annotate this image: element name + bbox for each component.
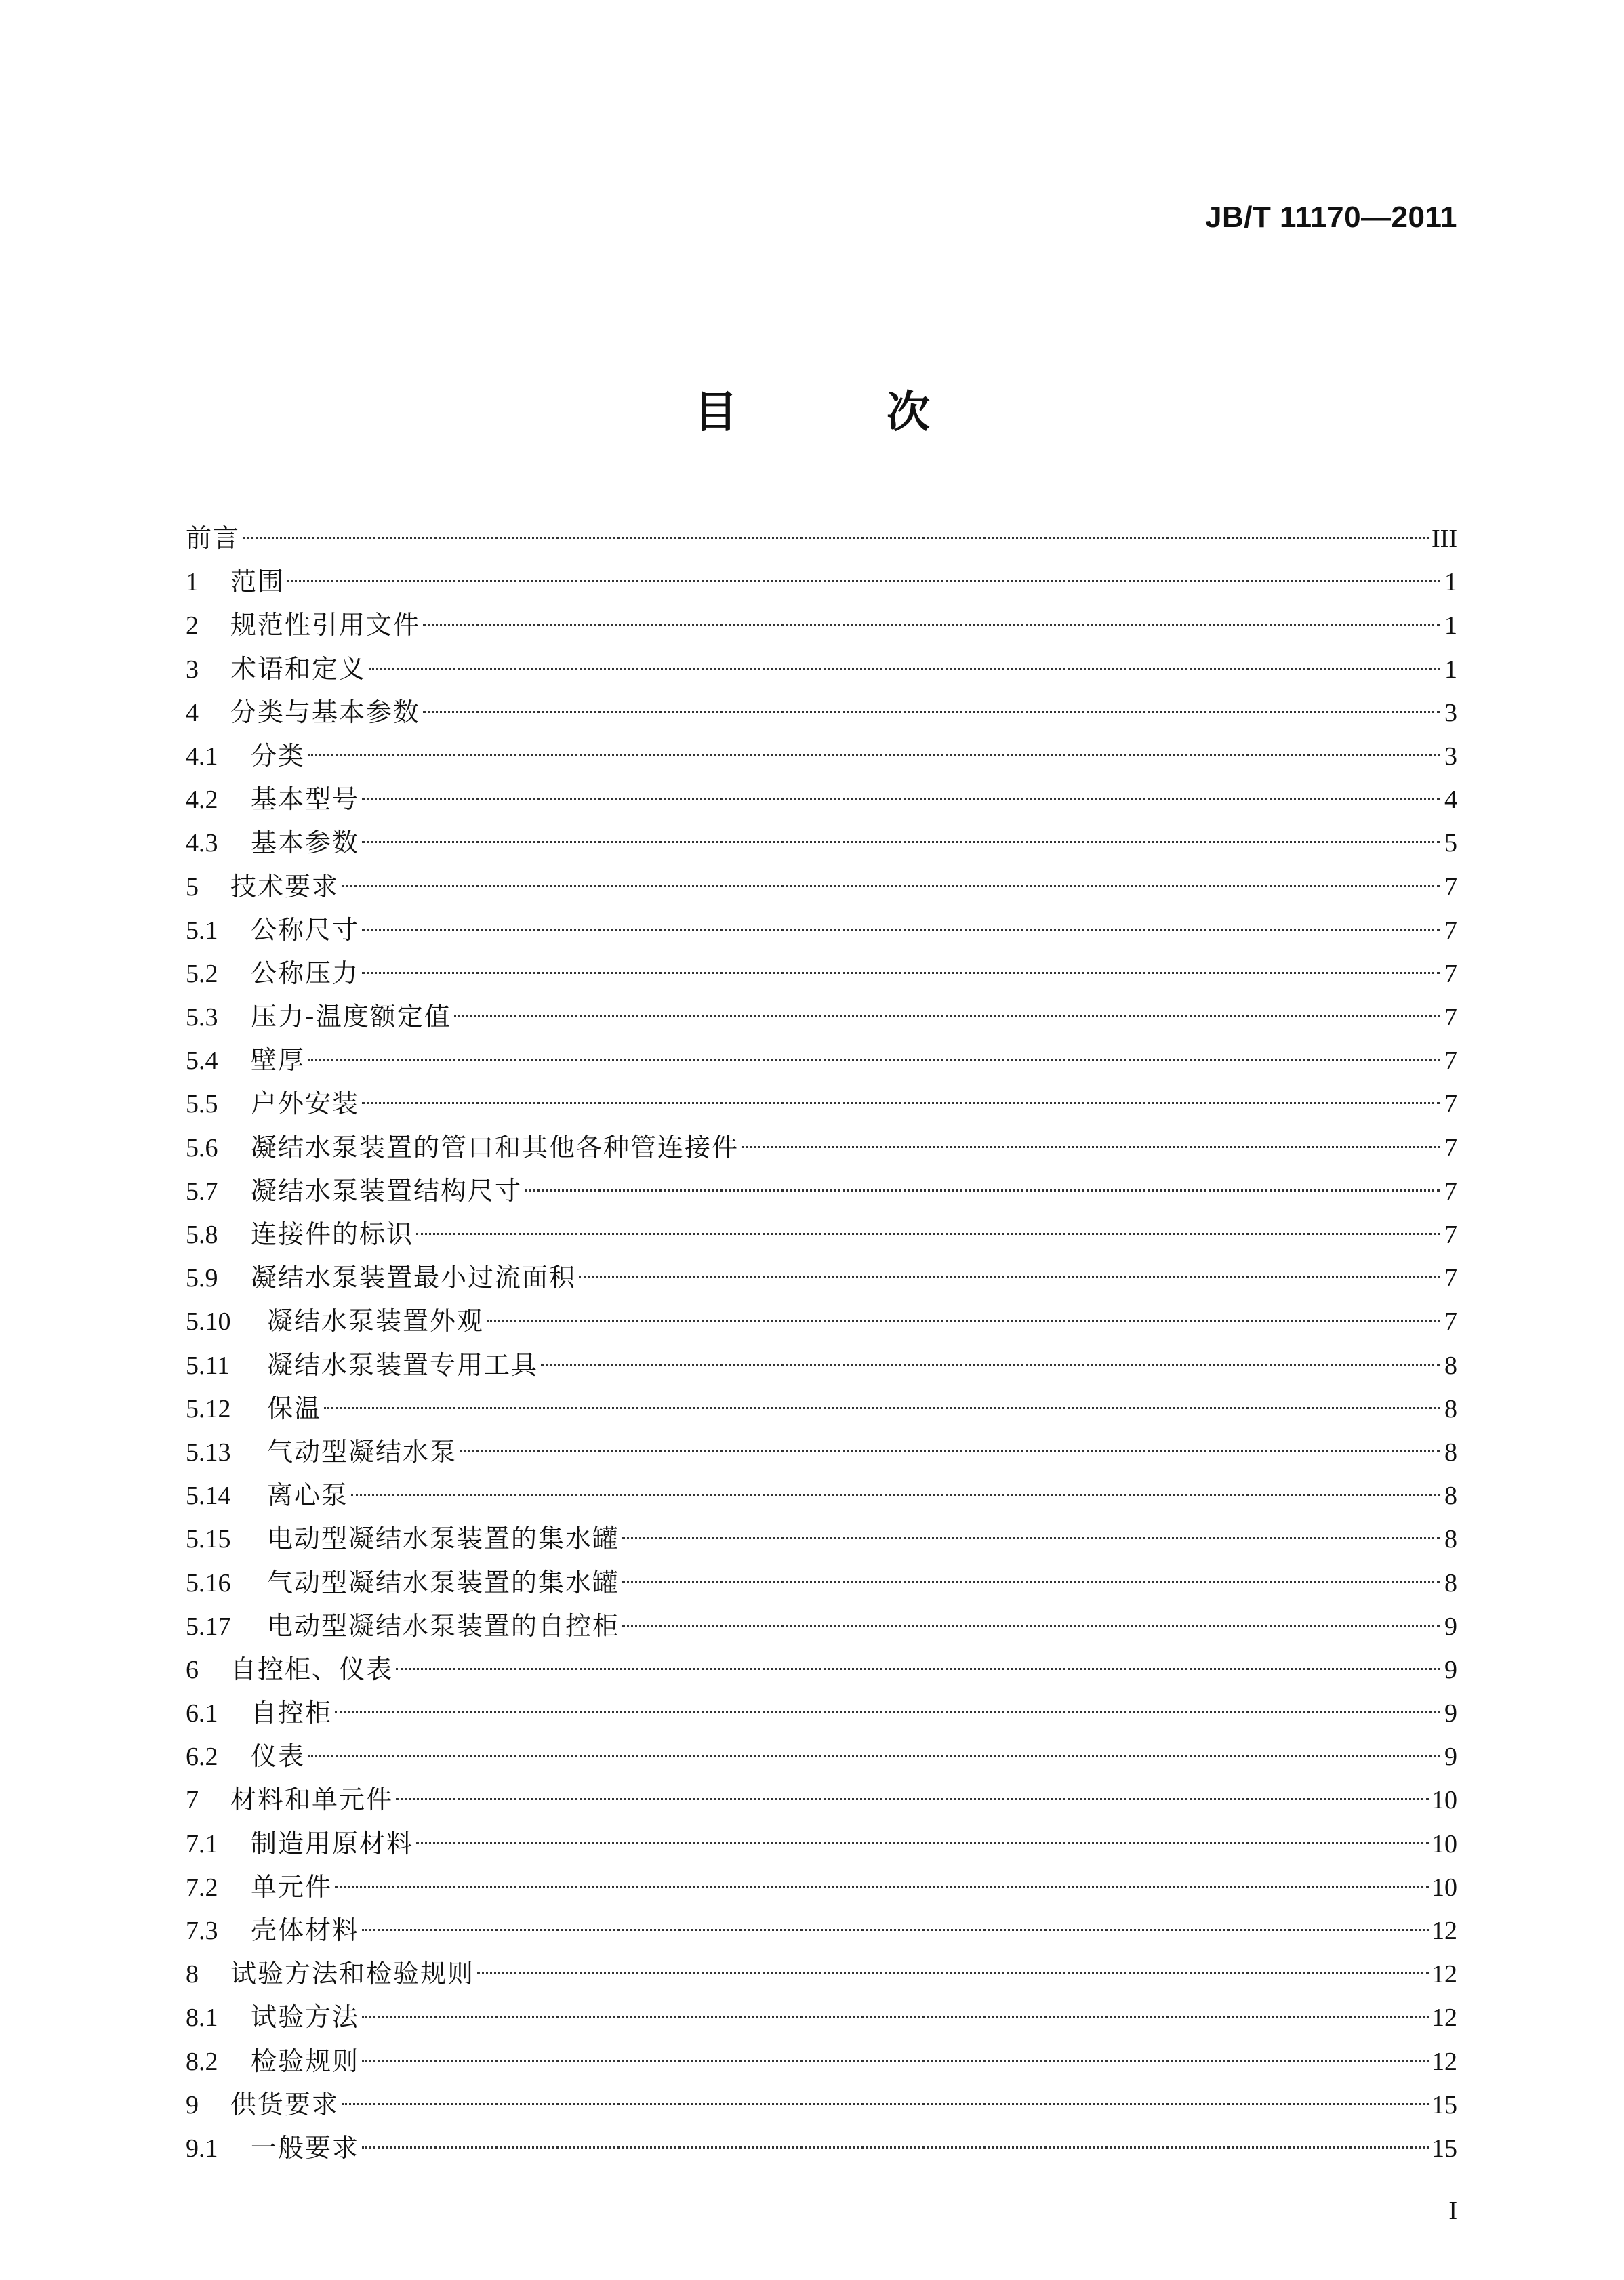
toc-dot-leader <box>324 1407 1440 1409</box>
toc-entry-page: III <box>1432 525 1457 553</box>
toc-entry[interactable] <box>186 1865 1457 1909</box>
toc-entry-page: 5 <box>1444 829 1457 858</box>
toc-dot-leader <box>362 798 1440 800</box>
toc-entry[interactable] <box>186 1604 1457 1648</box>
toc-entry-number: 5.8 <box>186 1221 218 1249</box>
toc-dot-leader <box>362 841 1440 843</box>
toc-entry-label: 单元件 <box>251 1871 333 1902</box>
toc-entry-number: 4.3 <box>186 829 218 858</box>
toc-dot-leader <box>525 1189 1440 1192</box>
toc-entry[interactable] <box>186 734 1457 777</box>
toc-entry-number: 4 <box>186 698 199 727</box>
page-number: I <box>1448 2197 1457 2225</box>
toc-dot-leader <box>287 580 1440 582</box>
toc-entry-label: 保温 <box>267 1393 322 1423</box>
toc-entry[interactable] <box>186 1213 1457 1256</box>
toc-dot-leader <box>477 1972 1429 1974</box>
toc-entry-label: 凝结水泵装置专用工具 <box>267 1349 539 1380</box>
toc-entry[interactable] <box>186 2083 1457 2126</box>
toc-entry-page: 9 <box>1444 1699 1457 1728</box>
toc-entry[interactable] <box>186 1430 1457 1473</box>
toc-entry[interactable] <box>186 1648 1457 1691</box>
toc-entry-page: 8 <box>1444 1568 1457 1597</box>
toc-entry-page: 1 <box>1444 655 1457 684</box>
toc-entry[interactable] <box>186 691 1457 734</box>
toc-entry-label: 分类与基本参数 <box>230 697 421 727</box>
toc-entry-page: 8 <box>1444 1482 1457 1511</box>
toc-entry[interactable] <box>186 1038 1457 1082</box>
toc-dot-leader <box>396 1798 1429 1800</box>
toc-entry-number: 7.3 <box>186 1917 218 1945</box>
toc-dot-leader <box>362 972 1440 974</box>
toc-entry-number: 5.6 <box>186 1133 218 1162</box>
toc-dot-leader <box>423 624 1440 626</box>
toc-entry-page: 9 <box>1444 1655 1457 1684</box>
toc-entry-page: 12 <box>1432 2003 1457 2033</box>
toc-entry-page: 12 <box>1432 1917 1457 1945</box>
toc-entry-number: 6 <box>186 1655 199 1684</box>
toc-entry-number: 4.1 <box>186 741 218 771</box>
toc-entry-label: 检验规则 <box>251 2045 360 2076</box>
toc-entry[interactable] <box>186 1561 1457 1604</box>
toc-entry[interactable] <box>186 2126 1457 2170</box>
toc-entry-page: 7 <box>1444 1046 1457 1076</box>
toc-entry[interactable] <box>186 1517 1457 1560</box>
toc-dot-leader <box>362 1102 1440 1104</box>
toc-entry[interactable] <box>186 821 1457 864</box>
toc-entry-page: 7 <box>1444 1090 1457 1119</box>
toc-entry-page: 3 <box>1444 698 1457 727</box>
toc-entry-number: 3 <box>186 655 199 684</box>
toc-entry-label: 气动型凝结水泵装置的集水罐 <box>267 1567 620 1597</box>
toc-dot-leader <box>622 1625 1440 1627</box>
toc-title-char-2: 次 <box>887 388 930 438</box>
toc-entry[interactable] <box>186 647 1457 691</box>
toc-dot-leader <box>308 754 1440 756</box>
toc-entry-number: 5.11 <box>186 1351 230 1380</box>
toc-entry-label: 前言 <box>186 523 241 553</box>
toc-dot-leader <box>362 2016 1429 2018</box>
toc-entry-number: 7.2 <box>186 1873 218 1902</box>
toc-entry-number: 7 <box>186 1786 199 1815</box>
toc-entry-label: 术语和定义 <box>230 653 367 684</box>
toc-entry-label: 仪表 <box>251 1741 306 1772</box>
toc-entry-label: 规范性引用文件 <box>230 610 421 640</box>
toc-entry-label: 公称尺寸 <box>251 914 360 945</box>
toc-entry-label: 电动型凝结水泵装置的集水罐 <box>267 1524 620 1554</box>
toc-entry-number: 5.5 <box>186 1090 218 1119</box>
toc-entry-page: 7 <box>1444 1003 1457 1032</box>
toc-entry-label: 技术要求 <box>230 871 340 901</box>
toc-entry[interactable] <box>186 1822 1457 1865</box>
toc-entry[interactable] <box>186 1691 1457 1734</box>
toc-entry-number: 5.13 <box>186 1438 231 1467</box>
toc-dot-leader <box>308 1755 1440 1757</box>
toc-dot-leader <box>335 1711 1440 1713</box>
toc-dot-leader <box>308 1059 1440 1061</box>
toc-entry-label: 一般要求 <box>251 2132 360 2163</box>
toc-entry-page: 7 <box>1444 1307 1457 1337</box>
toc-entry-page: 1 <box>1444 611 1457 640</box>
toc-entry-page: 7 <box>1444 916 1457 945</box>
toc-dot-leader <box>351 1494 1440 1496</box>
toc-entry-page: 9 <box>1444 1743 1457 1772</box>
toc-entry-label: 材料和单元件 <box>230 1785 394 1815</box>
toc-entry[interactable] <box>186 516 1457 560</box>
toc-entry-number: 2 <box>186 611 199 640</box>
toc-entry-number: 5.2 <box>186 959 218 988</box>
toc-entry[interactable] <box>186 1126 1457 1169</box>
toc-entry[interactable] <box>186 1734 1457 1778</box>
toc-entry-label: 气动型凝结水泵 <box>267 1436 458 1467</box>
toc-entry-page: 15 <box>1432 2134 1457 2163</box>
toc-entry-label: 公称压力 <box>251 958 360 988</box>
toc-entry-label: 制造用原材料 <box>251 1828 414 1858</box>
toc-title-char-1: 目 <box>694 388 737 438</box>
toc-entry[interactable] <box>186 1082 1457 1125</box>
toc-entry-number: 5 <box>186 872 199 901</box>
toc-entry-page: 3 <box>1444 741 1457 771</box>
toc-entry-page: 10 <box>1432 1873 1457 1902</box>
standard-code: JB/T 11170—2011 <box>1204 201 1457 234</box>
toc-entry-number: 8.2 <box>186 2047 218 2076</box>
toc-entry-page: 10 <box>1432 1829 1457 1858</box>
toc-entry-number: 6.1 <box>186 1699 218 1728</box>
toc-entry-page: 4 <box>1444 786 1457 815</box>
toc-entry-label: 凝结水泵装置最小过流面积 <box>251 1263 577 1293</box>
toc-entry-number: 5.10 <box>186 1307 231 1337</box>
toc-entry[interactable] <box>186 1473 1457 1517</box>
toc-dot-leader <box>369 668 1440 670</box>
toc-entry-page: 8 <box>1444 1351 1457 1380</box>
toc-entry-page: 7 <box>1444 1133 1457 1162</box>
toc-dot-leader <box>460 1450 1440 1452</box>
toc-dot-leader <box>362 929 1440 931</box>
toc-entry-number: 5.9 <box>186 1264 218 1293</box>
toc-entry[interactable] <box>186 777 1457 821</box>
toc-dot-leader <box>622 1537 1440 1539</box>
toc-entry-page: 7 <box>1444 1221 1457 1249</box>
toc-entry-label: 分类 <box>251 740 306 771</box>
toc-entry-label: 壁厚 <box>251 1045 306 1076</box>
toc-entry-page: 9 <box>1444 1612 1457 1641</box>
toc-entry[interactable] <box>186 1169 1457 1213</box>
toc-entry[interactable] <box>186 1387 1457 1430</box>
toc-entry-label: 凝结水泵装置的管口和其他各种管连接件 <box>251 1132 739 1162</box>
toc-entry-label: 基本参数 <box>251 828 360 858</box>
toc-dot-leader <box>416 1842 1429 1844</box>
toc-entry-number: 7.1 <box>186 1829 218 1858</box>
toc-entry-page: 12 <box>1432 2047 1457 2076</box>
toc-entry-page: 7 <box>1444 1177 1457 1206</box>
toc-entry-page: 8 <box>1444 1525 1457 1554</box>
toc-dot-leader <box>423 711 1440 713</box>
toc-entry-number: 5.15 <box>186 1525 231 1554</box>
toc-dot-leader <box>342 885 1440 887</box>
toc-entry-label: 凝结水泵装置结构尺寸 <box>251 1175 523 1206</box>
toc-dot-leader <box>742 1146 1440 1148</box>
toc-entry-number: 4.2 <box>186 786 218 815</box>
toc-entry[interactable] <box>186 908 1457 952</box>
toc-dot-leader <box>416 1233 1440 1235</box>
toc-entry-label: 连接件的标识 <box>251 1219 414 1249</box>
toc-entry-label: 凝结水泵装置外观 <box>267 1306 485 1337</box>
toc-entry-page: 1 <box>1444 568 1457 597</box>
toc-entry[interactable] <box>186 1343 1457 1387</box>
toc-entry-page: 7 <box>1444 959 1457 988</box>
toc-dot-leader <box>622 1581 1440 1583</box>
toc-entry[interactable] <box>186 2039 1457 2083</box>
toc-entry-label: 试验方法和检验规则 <box>230 1959 475 1989</box>
toc-entry-label: 离心泵 <box>267 1480 349 1511</box>
toc-entry[interactable] <box>186 952 1457 995</box>
toc-entry-number: 9.1 <box>186 2134 218 2163</box>
toc-entry-label: 户外安装 <box>251 1088 360 1119</box>
toc-entry-page: 7 <box>1444 1264 1457 1293</box>
toc-entry[interactable] <box>186 1952 1457 1995</box>
toc-entry-page: 15 <box>1432 2090 1457 2119</box>
toc-entry-number: 5.14 <box>186 1482 231 1511</box>
toc-entry[interactable] <box>186 560 1457 603</box>
toc-dot-leader <box>487 1320 1440 1322</box>
toc-entry-label: 供货要求 <box>230 2089 340 2119</box>
toc-entry-number: 8 <box>186 1960 199 1989</box>
toc-entry-number: 5.4 <box>186 1046 218 1076</box>
toc-entry-label: 自控柜 <box>251 1698 333 1728</box>
toc-entry-page: 10 <box>1432 1786 1457 1815</box>
toc-entry-label: 自控柜、仪表 <box>230 1654 394 1684</box>
toc-entry[interactable] <box>186 1995 1457 2039</box>
toc-entry[interactable] <box>186 865 1457 908</box>
toc-entry[interactable] <box>186 1778 1457 1821</box>
toc-dot-leader <box>362 2146 1429 2149</box>
table-of-contents <box>186 516 1457 2170</box>
toc-entry[interactable] <box>186 1256 1457 1299</box>
toc-dot-leader <box>396 1668 1440 1670</box>
toc-entry-number: 5.3 <box>186 1003 218 1032</box>
toc-dot-leader <box>362 1929 1429 1931</box>
toc-entry-label: 基本型号 <box>251 784 360 815</box>
toc-entry[interactable] <box>186 603 1457 647</box>
toc-dot-leader <box>454 1015 1440 1017</box>
toc-entry-label: 压力-温度额定值 <box>251 1002 451 1032</box>
toc-entry-page: 8 <box>1444 1438 1457 1467</box>
toc-entry-number: 9 <box>186 2090 199 2119</box>
toc-entry-label: 试验方法 <box>251 2002 360 2033</box>
toc-entry-number: 5.17 <box>186 1612 231 1641</box>
toc-entry-number: 6.2 <box>186 1743 218 1772</box>
toc-entry[interactable] <box>186 1909 1457 1952</box>
toc-entry-label: 壳体材料 <box>251 1915 360 1945</box>
toc-entry-label: 范围 <box>230 567 285 597</box>
toc-title <box>0 371 1624 446</box>
toc-entry-page: 12 <box>1432 1960 1457 1989</box>
toc-dot-leader <box>541 1364 1440 1366</box>
toc-entry-number: 5.12 <box>186 1394 231 1423</box>
toc-entry-label: 电动型凝结水泵装置的自控柜 <box>267 1610 620 1641</box>
toc-entry-number: 5.1 <box>186 916 218 945</box>
toc-dot-leader <box>579 1276 1440 1278</box>
toc-entry[interactable] <box>186 1299 1457 1343</box>
toc-dot-leader <box>243 537 1429 539</box>
toc-entry-number: 5.16 <box>186 1568 231 1597</box>
toc-dot-leader <box>335 1886 1429 1888</box>
toc-entry-number: 8.1 <box>186 2003 218 2033</box>
toc-dot-leader <box>342 2103 1429 2105</box>
toc-entry-number: 5.7 <box>186 1177 218 1206</box>
toc-entry-number: 1 <box>186 568 199 597</box>
toc-entry[interactable] <box>186 995 1457 1038</box>
toc-dot-leader <box>362 2060 1429 2062</box>
toc-entry-page: 8 <box>1444 1394 1457 1423</box>
toc-entry-page: 7 <box>1444 872 1457 901</box>
